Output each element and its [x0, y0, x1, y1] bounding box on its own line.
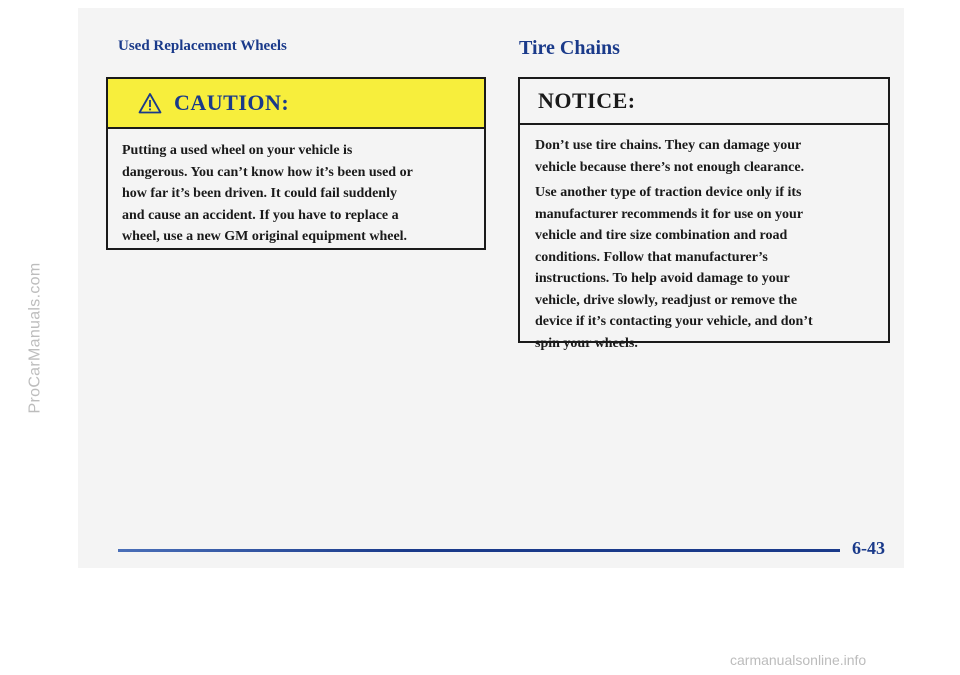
- notice-line: manufacturer recommends it for use on your: [535, 206, 804, 222]
- notice-title: NOTICE:: [538, 88, 636, 113]
- notice-line: device if it’s contacting your vehicle, and don’t: [535, 314, 813, 329]
- notice-line: vehicle because there’s not enough clearance.: [535, 159, 805, 175]
- notice-text: [520, 125, 888, 354]
- caution-text: [108, 129, 484, 248]
- caution-line: how far it’s been driven. It could fail suddenly: [122, 186, 397, 201]
- notice-line: conditions. Follow that manufacturer’s: [535, 249, 768, 265]
- section-heading-used-wheels: Used Replacement Wheels: [118, 38, 287, 54]
- notice-line: Use another type of traction device only if its: [535, 185, 802, 200]
- notice-box: [518, 77, 890, 351]
- caution-box: [106, 77, 486, 250]
- caution-line: and cause an accident. If you have to replace a: [122, 207, 399, 223]
- notice-line: vehicle, drive slowly, readjust or remove the: [535, 292, 798, 308]
- notice-paragraph: [535, 135, 878, 178]
- page-number: 6-43: [852, 538, 885, 558]
- caution-line: wheel, use a new GM original equipment wheel.: [122, 229, 408, 244]
- notice-line: spin your wheels.: [535, 335, 638, 351]
- caution-line: dangerous. You can’t know how it’s been used or: [122, 164, 413, 180]
- caution-line: Putting a used wheel on your vehicle is: [122, 143, 353, 158]
- notice-line: instructions. To help avoid damage to your: [535, 271, 790, 286]
- side-watermark: [0, 0, 70, 675]
- caution-header: [108, 79, 484, 129]
- side-watermark-text: ProCarManuals.com: [26, 262, 43, 413]
- notice-paragraph: [535, 182, 878, 354]
- notice-header: [520, 79, 888, 125]
- warning-triangle-icon: [138, 92, 162, 114]
- section-heading-tire-chains: Tire Chains: [519, 37, 620, 59]
- footer-rule: [118, 549, 840, 552]
- footer-watermark: carmanualsonline.info: [730, 652, 867, 668]
- notice-line: vehicle and tire size combination and road: [535, 228, 788, 243]
- caution-title: CAUTION:: [174, 90, 290, 115]
- notice-line: Don’t use tire chains. They can damage your: [535, 138, 802, 153]
